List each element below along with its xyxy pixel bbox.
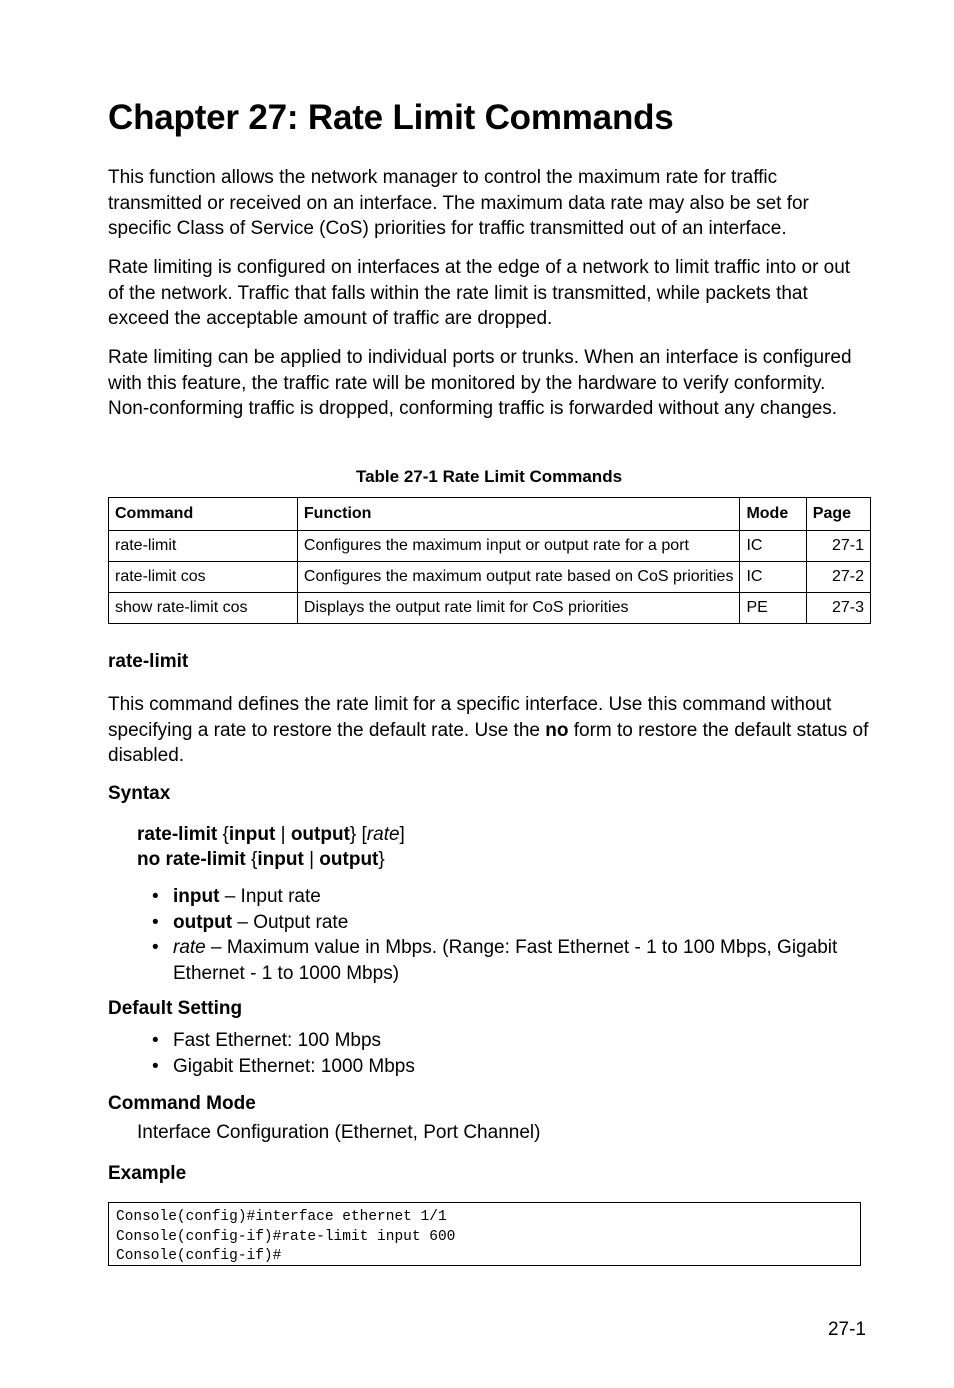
page-number: 27-1 [827,1319,866,1340]
command-description: This command defines the rate limit for a specific interface. Use this command without specifying a rate to restore the default rate. Use the no form to restore the default status of disabled. [108,694,869,766]
table-row [109,562,871,593]
intro-paragraph-3: Rate limiting can be applied to individual ports or trunks. When an interface is configured with this feature, the traffic rate will be monitored by the hardware to verify conformity. Non-conforming traffic is dropped, conforming traffic is forwarded without any changes. [108,347,852,419]
table-cell-page: 27-3 [806,593,870,624]
intro-paragraph-1: This function allows the network manager to control the maximum rate for traffic transmitted or received on an interface. The maximum data rate may also be set for specific Class of Service (CoS) priorities for traffic transmitted out of an interface. [108,167,809,239]
list-item: • input – Input rate [108,884,870,910]
example-code-block [108,1202,861,1266]
table-header-function: Function [297,498,740,531]
code-line: Console(config-if)#rate-limit input 600 [116,1228,456,1245]
table-cell-command: show rate-limit cos [109,593,298,624]
list-item: • Fast Ethernet: 100 Mbps [108,1028,870,1054]
table-cell-page: 27-2 [806,562,870,593]
table-cell-function: Configures the maximum input or output rate for a port [297,531,740,562]
command-mode-text: Interface Configuration (Ethernet, Port Channel) [137,1122,541,1143]
table-cell-page: 27-1 [806,531,870,562]
intro-paragraph-2: Rate limiting is configured on interfaces at the edge of a network to limit traffic into or out of the network. Traffic that falls within the rate limit is transmitted, while packets that exceed the acceptable amount of traffic are dropped. [108,257,851,329]
parameter-list [108,884,870,986]
table-row [109,531,871,562]
syntax-line-1: rate-limit {input | output} [rate] [137,824,405,845]
table-header-mode: Mode [740,498,806,531]
rate-limit-commands-table [108,497,871,624]
syntax-heading: Syntax [108,783,171,804]
syntax-line-2: no rate-limit {input | output} [137,849,385,870]
table-header-row [109,498,871,531]
default-setting-heading: Default Setting [108,998,243,1019]
section-title: rate-limit [108,651,189,672]
table-cell-command: rate-limit [109,531,298,562]
list-item: • rate – Maximum value in Mbps. (Range: Fast Ethernet - 1 to 100 Mbps, Gigabit Ethernet - 1 to 1000 Mbps) [108,935,870,986]
table-cell-mode: IC [740,531,806,562]
chapter-title: Chapter 27: Rate Limit Commands [108,98,674,137]
table-cell-mode: IC [740,562,806,593]
table-cell-function: Configures the maximum output rate based on CoS priorities [297,562,740,593]
table-cell-function: Displays the output rate limit for CoS priorities [297,593,740,624]
code-line: Console(config-if)# [116,1248,282,1264]
list-item: • Gigabit Ethernet: 1000 Mbps [108,1054,870,1080]
command-mode-heading: Command Mode [108,1093,256,1114]
default-list [108,1028,870,1079]
table-row [109,593,871,624]
no-keyword: no [545,719,569,741]
table-header-page: Page [806,498,870,531]
table-cell-command: rate-limit cos [109,562,298,593]
code-line: Console(config)#interface ethernet 1/1 [116,1209,447,1225]
table-cell-mode: PE [740,593,806,624]
table-caption: Table 27-1 Rate Limit Commands [355,467,623,486]
table-header-command: Command [109,498,298,531]
example-heading: Example [108,1163,187,1184]
list-item: • output – Output rate [108,910,870,936]
